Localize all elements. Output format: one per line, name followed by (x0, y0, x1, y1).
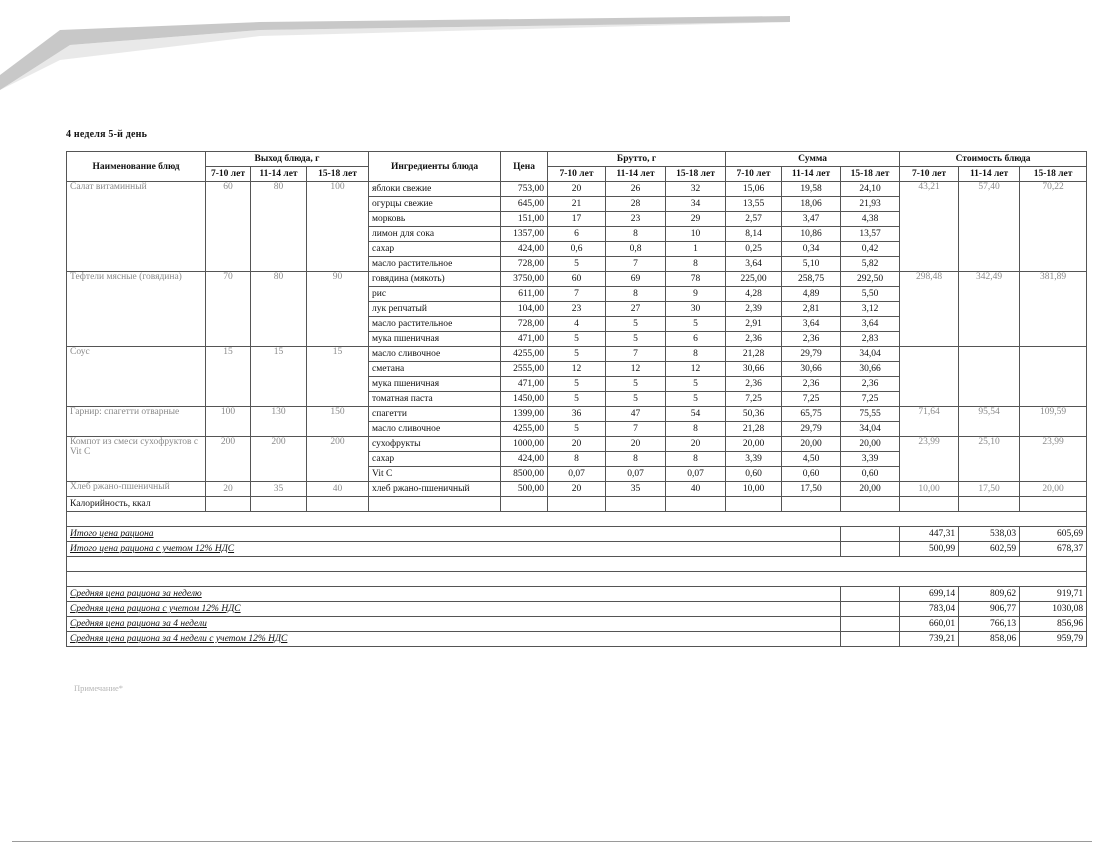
gross-value: 69 (606, 272, 666, 287)
gross-value: 28 (606, 197, 666, 212)
gross-value: 5 (606, 377, 666, 392)
total-value: 500,99 (900, 542, 959, 557)
ingredient-row (67, 347, 1087, 362)
dish-yield: 100 (307, 182, 369, 272)
dish-cost: 342,49 (959, 272, 1020, 347)
sum-value: 8,14 (726, 227, 782, 242)
age-header: 15-18 лет (307, 167, 369, 182)
menu-cost-table (66, 151, 1087, 647)
ingredient-name: спагетти (369, 407, 501, 422)
summary-rows (67, 497, 1087, 647)
dish-cost (959, 347, 1020, 407)
ingredient-price: 753,00 (501, 182, 548, 197)
gross-value: 60 (548, 272, 606, 287)
header-row-ages (67, 167, 1087, 182)
ingredient-name: лимон для сока (369, 227, 501, 242)
dish-cost: 17,50 (959, 482, 1020, 497)
col-ingredients: Ингредиенты блюда (369, 152, 501, 182)
ingredient-row (67, 482, 1087, 497)
sum-value: 30,66 (726, 362, 782, 377)
average-row (67, 617, 1087, 632)
average-value: 739,21 (900, 632, 959, 647)
dish-yield: 35 (251, 482, 307, 497)
gross-value: 8 (666, 257, 726, 272)
average-value: 906,77 (959, 602, 1020, 617)
sum-value: 20,00 (726, 437, 782, 452)
total-row (67, 542, 1087, 557)
ingredient-name: мука пшеничная (369, 377, 501, 392)
dish-rows (67, 182, 1087, 497)
sum-value: 13,55 (726, 197, 782, 212)
gross-value: 0,6 (548, 242, 606, 257)
ingredient-price: 728,00 (501, 257, 548, 272)
ingredient-row (67, 182, 1087, 197)
ingredient-price: 728,00 (501, 317, 548, 332)
ingredient-price: 3750,00 (501, 272, 548, 287)
ingredient-name: сахар (369, 242, 501, 257)
gross-value: 8 (606, 452, 666, 467)
sum-value: 7,25 (841, 392, 900, 407)
dish-cost: 70,22 (1020, 182, 1087, 272)
sum-value: 2,81 (782, 302, 841, 317)
gross-value: 5 (666, 377, 726, 392)
average-label: Средняя цена рациона за 4 недели (67, 617, 841, 632)
sum-value: 2,39 (726, 302, 782, 317)
total-value: 605,69 (1020, 527, 1087, 542)
average-value: 783,04 (900, 602, 959, 617)
gross-value: 1 (666, 242, 726, 257)
sum-value: 34,04 (841, 347, 900, 362)
average-row (67, 587, 1087, 602)
dish-cost: 95,54 (959, 407, 1020, 437)
spacer-row (67, 512, 1087, 527)
ingredient-row (67, 407, 1087, 422)
average-value: 1030,08 (1020, 602, 1087, 617)
sum-value: 0,25 (726, 242, 782, 257)
sum-value: 2,36 (841, 377, 900, 392)
sum-value: 34,04 (841, 422, 900, 437)
age-header: 7-10 лет (206, 167, 251, 182)
ingredient-price: 424,00 (501, 242, 548, 257)
gross-value: 5 (548, 392, 606, 407)
average-value: 858,06 (959, 632, 1020, 647)
calories-label: Калорийность, ккал (67, 497, 206, 512)
gross-value: 7 (606, 347, 666, 362)
gross-value: 5 (606, 392, 666, 407)
dish-cost: 43,21 (900, 182, 959, 272)
spacer-row (67, 557, 1087, 572)
average-label: Средняя цена рациона за неделю (67, 587, 841, 602)
gross-value: 23 (606, 212, 666, 227)
ingredient-price: 151,00 (501, 212, 548, 227)
dish-cost (900, 347, 959, 407)
gross-value: 5 (548, 377, 606, 392)
sum-value: 0,42 (841, 242, 900, 257)
dish-name: Хлеб ржано-пшеничный (67, 482, 206, 497)
gross-value: 12 (548, 362, 606, 377)
sum-value: 3,64 (782, 317, 841, 332)
ingredient-name: сахар (369, 452, 501, 467)
gross-value: 0,07 (666, 467, 726, 482)
sum-value: 2,36 (726, 332, 782, 347)
age-header: 11-14 лет (959, 167, 1020, 182)
age-header: 7-10 лет (900, 167, 959, 182)
sum-value: 3,64 (726, 257, 782, 272)
sum-value: 75,55 (841, 407, 900, 422)
dish-cost: 298,48 (900, 272, 959, 347)
sum-value: 20,00 (841, 482, 900, 497)
sum-value: 292,50 (841, 272, 900, 287)
sum-value: 15,06 (726, 182, 782, 197)
gross-value: 12 (666, 362, 726, 377)
dish-cost: 23,99 (1020, 437, 1087, 482)
total-value: 538,03 (959, 527, 1020, 542)
gross-value: 78 (666, 272, 726, 287)
ingredient-price: 471,00 (501, 332, 548, 347)
day-title: 4 неделя 5-й день (66, 129, 148, 140)
gross-value: 0,8 (606, 242, 666, 257)
dish-yield: 150 (307, 407, 369, 437)
sum-value: 3,12 (841, 302, 900, 317)
sum-value: 18,06 (782, 197, 841, 212)
gross-value: 47 (606, 407, 666, 422)
dish-name: Гарнир: спагетти отварные (67, 407, 206, 437)
ingredient-price: 104,00 (501, 302, 548, 317)
gross-value: 10 (666, 227, 726, 242)
sum-value: 5,82 (841, 257, 900, 272)
gross-value: 17 (548, 212, 606, 227)
gross-value: 5 (548, 347, 606, 362)
dish-yield: 15 (307, 347, 369, 407)
dish-yield: 80 (251, 182, 307, 272)
ingredient-name: морковь (369, 212, 501, 227)
gross-value: 8 (548, 452, 606, 467)
gross-value: 35 (606, 482, 666, 497)
sum-value: 0,60 (782, 467, 841, 482)
gross-value: 40 (666, 482, 726, 497)
dish-name: Соус (67, 347, 206, 407)
gross-value: 29 (666, 212, 726, 227)
sum-value: 5,50 (841, 287, 900, 302)
sum-value: 7,25 (782, 392, 841, 407)
ingredient-name: яблоки свежие (369, 182, 501, 197)
sum-value: 30,66 (841, 362, 900, 377)
total-label: Итого цена рациона (67, 527, 841, 542)
dish-yield: 130 (251, 407, 307, 437)
gross-value: 26 (606, 182, 666, 197)
dish-yield: 100 (206, 407, 251, 437)
sum-value: 10,00 (726, 482, 782, 497)
dish-name: Салат витаминный (67, 182, 206, 272)
ingredient-price: 2555,00 (501, 362, 548, 377)
sum-value: 4,50 (782, 452, 841, 467)
ingredient-name: говядина (мякоть) (369, 272, 501, 287)
sum-value: 29,79 (782, 347, 841, 362)
gross-value: 5 (548, 422, 606, 437)
sum-value: 2,36 (782, 377, 841, 392)
sum-value: 2,57 (726, 212, 782, 227)
sum-value: 21,28 (726, 422, 782, 437)
ingredient-name: масло сливочное (369, 347, 501, 362)
age-header: 15-18 лет (841, 167, 900, 182)
average-value: 959,79 (1020, 632, 1087, 647)
sum-value: 50,36 (726, 407, 782, 422)
gross-value: 5 (606, 332, 666, 347)
dish-yield: 80 (251, 272, 307, 347)
page-edge-line (12, 841, 1092, 842)
dish-cost (1020, 347, 1087, 407)
sum-value: 3,39 (726, 452, 782, 467)
dish-yield: 200 (206, 437, 251, 482)
sum-value: 4,89 (782, 287, 841, 302)
average-value: 856,96 (1020, 617, 1087, 632)
sum-value: 20,00 (841, 437, 900, 452)
sum-value: 225,00 (726, 272, 782, 287)
average-label: Средняя цена рациона за 4 недели с учетом 12% НДС (67, 632, 841, 647)
sum-value: 7,25 (726, 392, 782, 407)
dish-cost: 57,40 (959, 182, 1020, 272)
sum-value: 0,60 (726, 467, 782, 482)
gross-value: 12 (606, 362, 666, 377)
average-value: 699,14 (900, 587, 959, 602)
ingredient-price: 4255,00 (501, 347, 548, 362)
average-row (67, 632, 1087, 647)
dish-cost: 25,10 (959, 437, 1020, 482)
sum-value: 19,58 (782, 182, 841, 197)
ingredient-price: 471,00 (501, 377, 548, 392)
col-dish-name: Наименование блюд (67, 152, 206, 182)
sum-value: 13,57 (841, 227, 900, 242)
ingredient-name: томатная паста (369, 392, 501, 407)
ingredient-name: рис (369, 287, 501, 302)
gross-value: 7 (548, 287, 606, 302)
gross-value: 4 (548, 317, 606, 332)
ingredient-name: сухофрукты (369, 437, 501, 452)
age-header: 15-18 лет (1020, 167, 1087, 182)
sum-value: 4,28 (726, 287, 782, 302)
sum-value: 24,10 (841, 182, 900, 197)
age-header: 7-10 лет (726, 167, 782, 182)
footnote-line: Примечание* (74, 683, 124, 693)
gross-value: 21 (548, 197, 606, 212)
sum-value: 20,00 (782, 437, 841, 452)
dish-yield: 90 (307, 272, 369, 347)
average-label: Средняя цена рациона с учетом 12% НДС (67, 602, 841, 617)
gross-value: 8 (666, 452, 726, 467)
average-value: 809,62 (959, 587, 1020, 602)
sum-value: 10,86 (782, 227, 841, 242)
total-value: 447,31 (900, 527, 959, 542)
sum-value: 5,10 (782, 257, 841, 272)
total-value: 678,37 (1020, 542, 1087, 557)
footnotes (74, 681, 954, 696)
gross-value: 5 (548, 332, 606, 347)
col-sum: Сумма (726, 152, 900, 167)
dish-cost: 23,99 (900, 437, 959, 482)
gross-value: 7 (606, 422, 666, 437)
gross-value: 54 (666, 407, 726, 422)
sum-value: 3,39 (841, 452, 900, 467)
ingredient-price: 1450,00 (501, 392, 548, 407)
sum-value: 3,64 (841, 317, 900, 332)
col-price: Цена (501, 152, 548, 182)
sum-value: 2,36 (782, 332, 841, 347)
sum-value: 65,75 (782, 407, 841, 422)
dish-yield: 200 (307, 437, 369, 482)
col-cost: Стоимость блюда (900, 152, 1087, 167)
sum-value: 2,83 (841, 332, 900, 347)
gross-value: 8 (666, 347, 726, 362)
ingredient-name: Vit C (369, 467, 501, 482)
gross-value: 9 (666, 287, 726, 302)
gross-value: 7 (606, 257, 666, 272)
dish-yield: 60 (206, 182, 251, 272)
gross-value: 32 (666, 182, 726, 197)
page-fold-shadow (0, 0, 1100, 120)
gross-value: 5 (548, 257, 606, 272)
gross-value: 20 (548, 182, 606, 197)
ingredient-name: масло растительное (369, 317, 501, 332)
sum-value: 21,28 (726, 347, 782, 362)
ingredient-price: 500,00 (501, 482, 548, 497)
ingredient-name: лук репчатый (369, 302, 501, 317)
dish-yield: 40 (307, 482, 369, 497)
ingredient-price: 424,00 (501, 452, 548, 467)
gross-value: 36 (548, 407, 606, 422)
sum-value: 0,60 (841, 467, 900, 482)
total-label: Итого цена рациона с учетом 12% НДС (67, 542, 841, 557)
dish-name: Компот из смеси сухофруктов с Vit C (67, 437, 206, 482)
ingredient-price: 611,00 (501, 287, 548, 302)
age-header: 11-14 лет (606, 167, 666, 182)
ingredient-price: 1399,00 (501, 407, 548, 422)
ingredient-name: мука пшеничная (369, 332, 501, 347)
dish-yield: 70 (206, 272, 251, 347)
ingredient-name: хлеб ржано-пшеничный (369, 482, 501, 497)
average-row (67, 602, 1087, 617)
ingredient-name: огурцы свежие (369, 197, 501, 212)
sum-value: 17,50 (782, 482, 841, 497)
age-header: 11-14 лет (782, 167, 841, 182)
gross-value: 6 (666, 332, 726, 347)
dish-yield: 15 (206, 347, 251, 407)
dish-cost: 20,00 (1020, 482, 1087, 497)
gross-value: 34 (666, 197, 726, 212)
dish-yield: 20 (206, 482, 251, 497)
gross-value: 20 (548, 482, 606, 497)
sum-value: 0,34 (782, 242, 841, 257)
average-value: 919,71 (1020, 587, 1087, 602)
ingredient-row (67, 272, 1087, 287)
gross-value: 8 (606, 227, 666, 242)
header-row-groups (67, 152, 1087, 167)
gross-value: 8 (666, 422, 726, 437)
ingredient-name: масло растительное (369, 257, 501, 272)
ingredient-row (67, 437, 1087, 452)
sum-value: 30,66 (782, 362, 841, 377)
dish-cost: 10,00 (900, 482, 959, 497)
dish-name: Тефтели мясные (говядина) (67, 272, 206, 347)
sum-value: 29,79 (782, 422, 841, 437)
dish-cost: 381,89 (1020, 272, 1087, 347)
ingredient-name: сметана (369, 362, 501, 377)
gross-value: 5 (666, 317, 726, 332)
gross-value: 27 (606, 302, 666, 317)
col-yield: Выход блюда, г (206, 152, 369, 167)
total-row (67, 527, 1087, 542)
gross-value: 23 (548, 302, 606, 317)
average-value: 766,13 (959, 617, 1020, 632)
sum-value: 2,36 (726, 377, 782, 392)
gross-value: 20 (666, 437, 726, 452)
age-header: 11-14 лет (251, 167, 307, 182)
col-gross: Брутто, г (548, 152, 726, 167)
gross-value: 20 (606, 437, 666, 452)
dish-yield: 200 (251, 437, 307, 482)
ingredient-price: 4255,00 (501, 422, 548, 437)
ingredient-price: 8500,00 (501, 467, 548, 482)
dish-cost: 71,64 (900, 407, 959, 437)
sum-value: 258,75 (782, 272, 841, 287)
calories-row (67, 497, 1087, 512)
spacer-row (67, 572, 1087, 587)
age-header: 7-10 лет (548, 167, 606, 182)
gross-value: 20 (548, 437, 606, 452)
gross-value: 6 (548, 227, 606, 242)
gross-value: 30 (666, 302, 726, 317)
sum-value: 2,91 (726, 317, 782, 332)
dish-yield: 15 (251, 347, 307, 407)
total-value: 602,59 (959, 542, 1020, 557)
dish-cost: 109,59 (1020, 407, 1087, 437)
ingredient-name: масло сливочное (369, 422, 501, 437)
ingredient-price: 1000,00 (501, 437, 548, 452)
gross-value: 5 (666, 392, 726, 407)
age-header: 15-18 лет (666, 167, 726, 182)
gross-value: 0,07 (548, 467, 606, 482)
ingredient-price: 1357,00 (501, 227, 548, 242)
sum-value: 4,38 (841, 212, 900, 227)
sum-value: 21,93 (841, 197, 900, 212)
sum-value: 3,47 (782, 212, 841, 227)
gross-value: 0,07 (606, 467, 666, 482)
gross-value: 8 (606, 287, 666, 302)
gross-value: 5 (606, 317, 666, 332)
ingredient-price: 645,00 (501, 197, 548, 212)
average-value: 660,01 (900, 617, 959, 632)
